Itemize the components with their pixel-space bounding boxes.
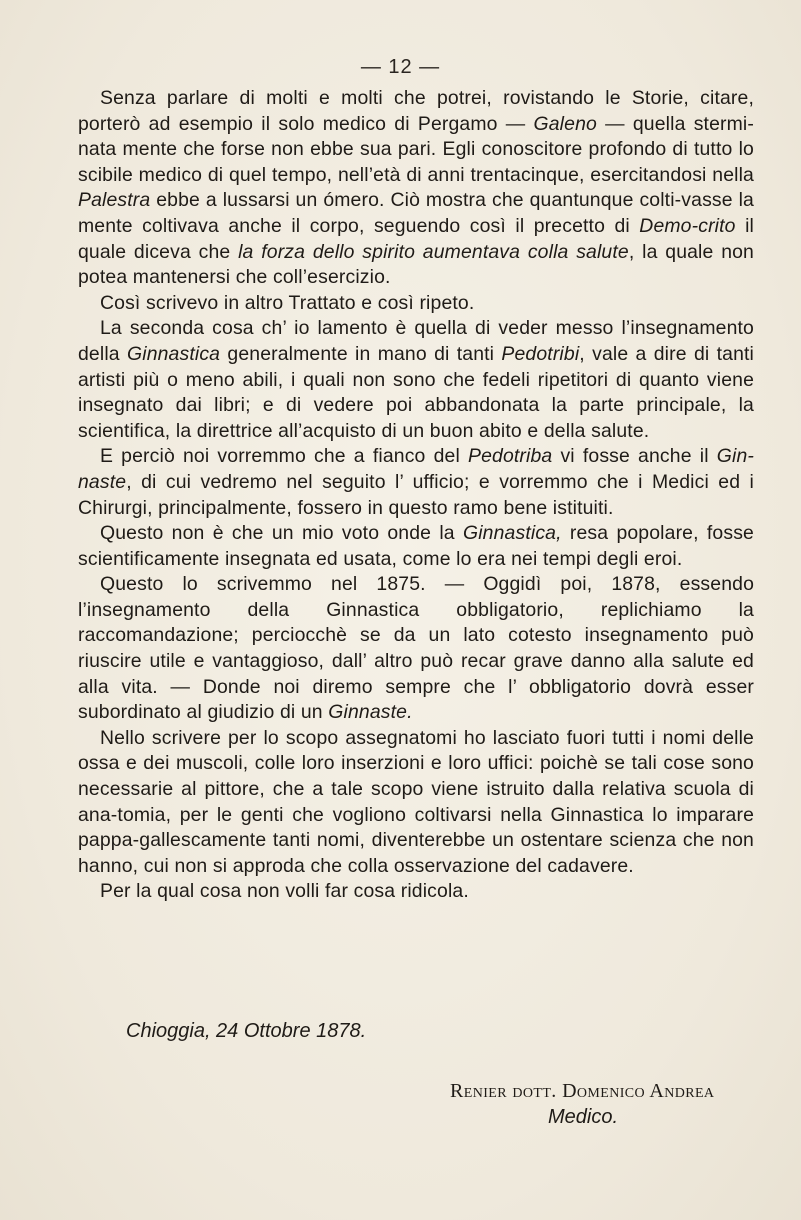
italic-run: Ginnastica [127, 342, 221, 365]
text-run: ebbe a lussarsi un ómero. Ciò mostra che quantunque colti-vasse la mente coltivava anche il corpo, seguendo così il precetto di [78, 189, 754, 237]
italic-run: Pedotribi [501, 342, 580, 365]
text-run: generalmente in mano di tanti [220, 342, 502, 365]
italic-run: Pedotriba [468, 445, 553, 468]
paragraph [78, 726, 754, 880]
text-run: Senza parlare di molti e molti che potrei, rovistando le Storie, citare, porterò ad esempio il solo medico di Pergamo — [78, 87, 754, 135]
text-run: il quale diceva che [78, 214, 754, 263]
italic-run: Ginnaste. [328, 701, 413, 724]
italic-run: Gin-naste [78, 445, 754, 493]
text-run: Questo lo scrivemmo nel 1875. — Oggidì poi, 1878, essendo l’insegnamento della Ginnastica obbligatorio, replichiamo la raccomandazione; perciocchè se da un lato cotesto insegnamento può riuscire utile e vantaggioso, dall’ altro può recar grave danno alla salute ed alla vita. — Donde noi diremo sempre che l’ obbligatorio dovrà esser subordinato al giudizio di un [78, 573, 754, 724]
italic-run: la forza dello spirito aumentava colla salute [238, 240, 629, 263]
paragraph [78, 572, 754, 726]
body-text [78, 86, 754, 905]
text-run: vi fosse anche il [552, 445, 717, 468]
paragraph [78, 86, 754, 291]
paragraph [78, 291, 754, 317]
italic-run: Ginnastica, [462, 522, 562, 545]
paragraph [78, 521, 754, 572]
text-run: Così scrivevo in altro Trattato e così ripeto. [100, 291, 475, 314]
text-run: E perciò noi vorremmo che a fianco del [100, 445, 468, 468]
italic-run: Demo-crito [639, 214, 736, 237]
dateline: Chioggia, 24 Ottobre 1878. [126, 1020, 367, 1042]
signature-block [450, 1078, 770, 1130]
signature-title: Medico. [548, 1106, 619, 1128]
text-run: — quella stermi-nata mente che forse non ebbe sua pari. Egli conoscitore profondo di tutto lo scibile medico di quel tempo, nell’età di anni trentacinque, esercitandosi nella [78, 112, 754, 186]
signature-name: Renier dott. Domenico Andrea [450, 1080, 715, 1102]
italic-run: Palestra [78, 189, 151, 212]
text-run: Questo non è che un mio voto onde la [100, 522, 463, 545]
paragraph [78, 879, 754, 905]
text-run: Per la qual cosa non volli far cosa ridicola. [100, 880, 469, 903]
text-run: resa popolare, fosse scientificamente insegnata ed usata, come lo era nei tempi degli eroi. [78, 522, 754, 570]
italic-run: Galeno [533, 112, 597, 135]
paragraph [78, 316, 754, 444]
text-run: , vale a dire di tanti artisti più o meno abili, i quali non sono che fedeli ripetitori di quanto viene insegnato dai libri; e di vedere poi abbandonata la parte principale, la scientifica, la direttrice all’acquisto di un buon abito e della salute. [78, 342, 754, 442]
text-run: Nello scrivere per lo scopo assegnatomi ho lasciato fuori tutti i nomi delle ossa e dei muscoli, colle loro inserzioni e loro uffici: poichè se tali cose sono necessarie al pittore, che a tale scopo viene istruito dalla relativa scuola di ana-tomia, per le genti che vogliono coltivarsi nella Ginnastica lo imparare pappa-gallescamente tanti nomi, diventerebbe un ostentare scienza che non hanno, cui non si approda che colla osservazione del cadavere. [78, 726, 754, 877]
page-number: — 12 — [360, 56, 441, 78]
text-run: , la quale non potea mantenersi che coll’esercizio. [78, 240, 754, 289]
paragraph [78, 444, 754, 521]
text-run: , di cui vedremo nel seguito l’ ufficio; e vorremmo che i Medici ed i Chirurgi, principalmente, fossero in questo ramo bene istituiti. [78, 470, 754, 519]
text-run: La seconda cosa ch’ io lamento è quella di veder messo l’insegnamento della [78, 317, 754, 365]
